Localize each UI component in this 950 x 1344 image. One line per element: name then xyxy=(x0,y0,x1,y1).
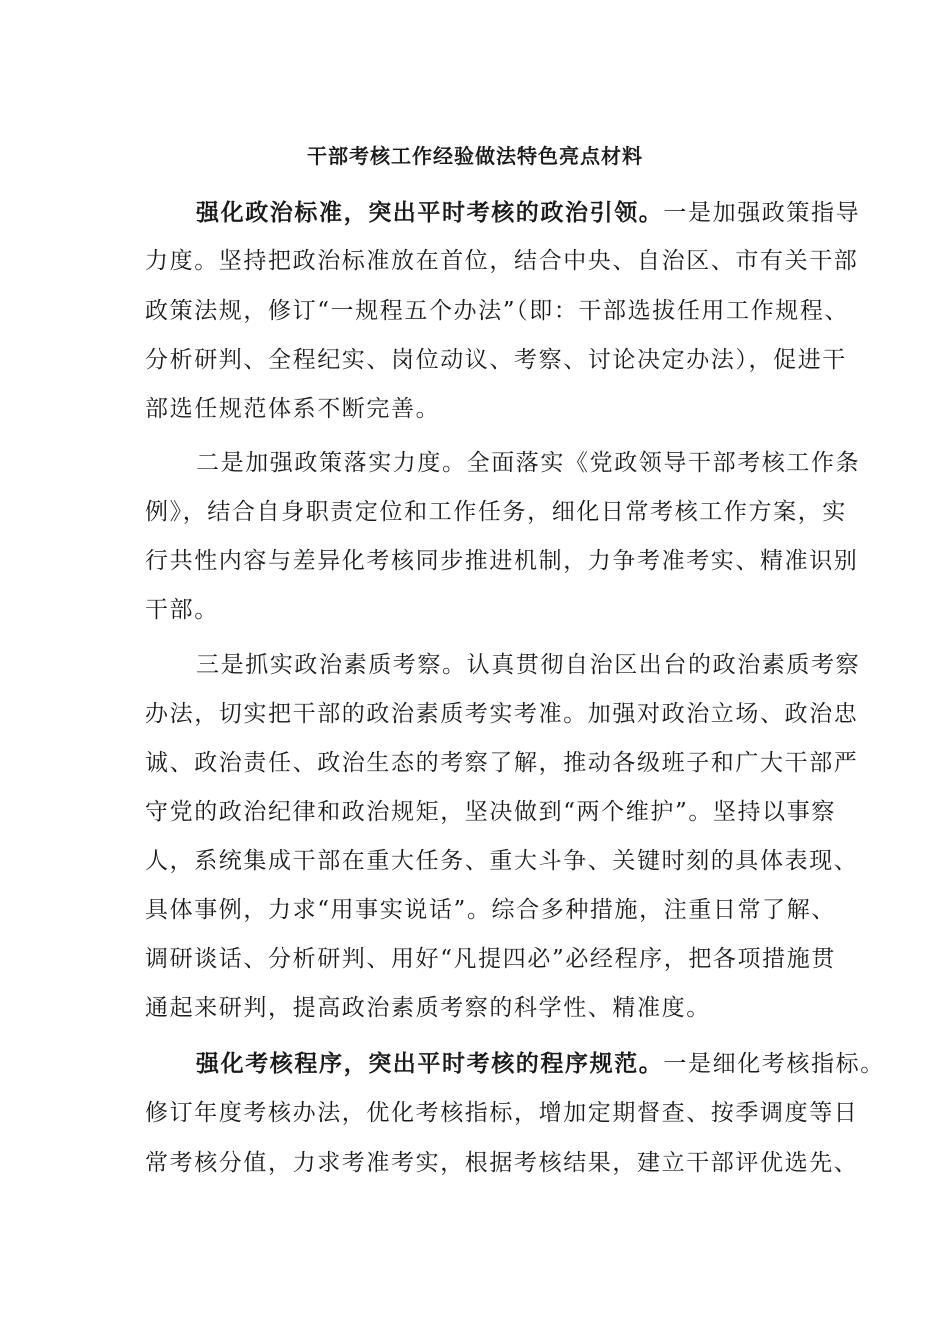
section-heading: 强化政治标准，突出平时考核的政治引领。 xyxy=(196,199,664,226)
paragraph-line: 人，系统集成干部在重大任务、重大斗争、关键时刻的具体表现、 xyxy=(145,848,859,874)
paragraph-line: 二是加强政策落实力度。全面落实《党政领导干部考核工作条 xyxy=(196,450,861,476)
paragraph-line: 部选任规范体系不断完善。 xyxy=(145,396,441,422)
paragraph-line: 通起来研判，提高政治素质考察的科学性、精准度。 xyxy=(145,995,711,1021)
paragraph-line: 守党的政治纪律和政治规矩，坚决做到“两个维护”。坚持以事察 xyxy=(145,799,836,825)
section-heading: 强化考核程序，突出平时考核的程序规范。 xyxy=(196,1050,664,1077)
paragraph-line: 三是抓实政治素质考察。认真贯彻自治区出台的政治素质考察 xyxy=(196,652,861,678)
paragraph-line: 分析研判、全程纪实、岗位动议、考察、讨论决定办法），促进干 xyxy=(145,347,847,373)
paragraph-line: 力度。坚持把政治标准放在首位，结合中央、自治区、市有关干部 xyxy=(145,248,859,274)
paragraph-line: 诚、政治责任、政治生态的考察了解，推动各级班子和广大干部严 xyxy=(145,750,859,776)
paragraph-line: 具体事例，力求“用事实说话”。综合多种措施，注重日常了解、 xyxy=(145,897,836,923)
paragraph-line: 办法，切实把干部的政治素质考实考准。加强对政治立场、政治忠 xyxy=(145,701,859,727)
line-text: 一是细化考核指标。 xyxy=(663,1051,885,1077)
line-text: 一是加强政策指导 xyxy=(663,200,861,226)
document-title: 干部考核工作经验做法特色亮点材料 xyxy=(307,144,643,168)
paragraph-line xyxy=(196,1049,885,1079)
paragraph-line: 例》，结合自身职责定位和工作任务，细化日常考核工作方案，实 xyxy=(145,499,847,525)
paragraph-line: 修订年度考核办法，优化考核指标，增加定期督查、按季调度等日 xyxy=(145,1100,859,1126)
paragraph-line: 政策法规，修订“一规程五个办法”（即：干部选拔任用工作规程、 xyxy=(145,298,850,324)
paragraph-line xyxy=(196,198,860,228)
paragraph-line: 常考核分值，力求考准考实，根据考核结果，建立干部评优选先、 xyxy=(145,1150,859,1176)
paragraph-line: 干部。 xyxy=(145,597,219,623)
paragraph-line: 行共性内容与差异化考核同步推进机制，力争考准考实、精准识别 xyxy=(145,548,859,574)
paragraph-line: 调研谈话、分析研判、用好“凡提四必”必经程序，把各项措施贯 xyxy=(145,946,836,972)
